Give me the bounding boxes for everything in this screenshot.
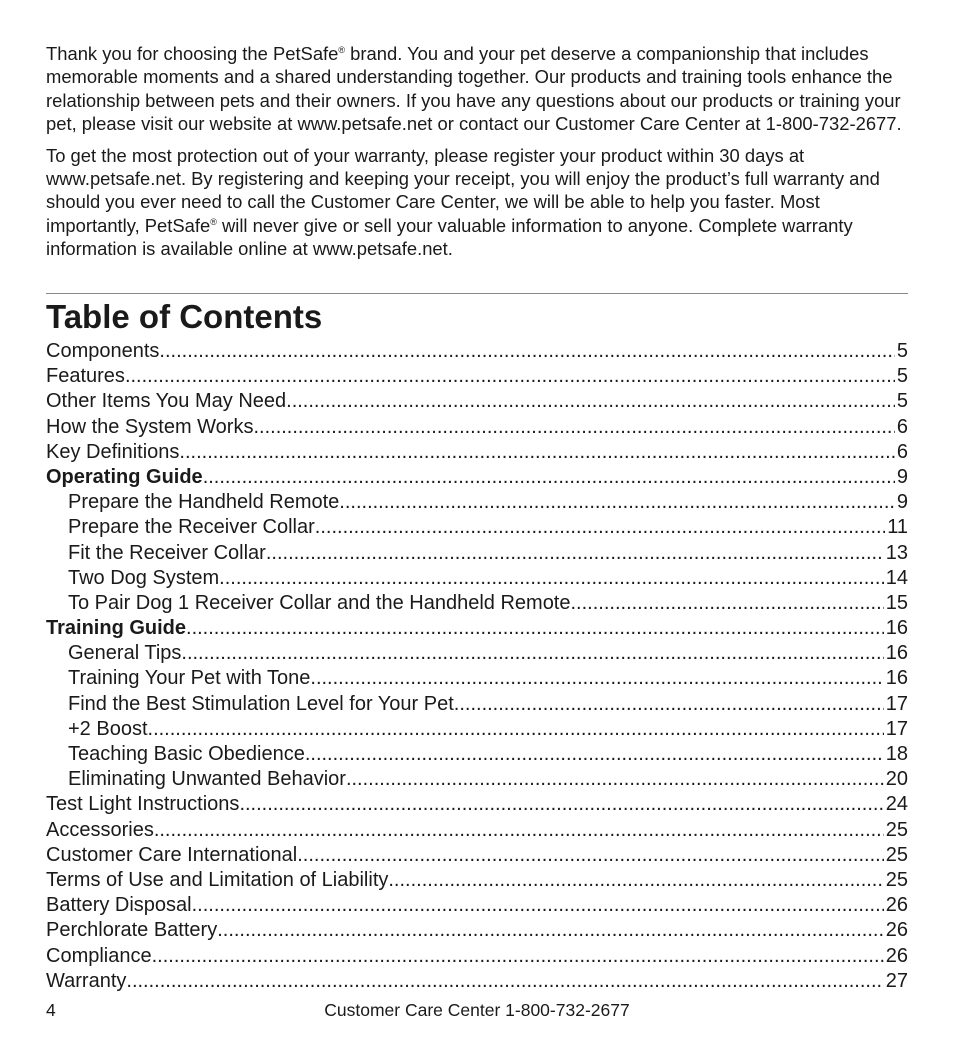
- toc-entry-page: 25: [885, 843, 908, 866]
- toc-subentry[interactable]: [46, 666, 908, 691]
- toc-leader-dots: [203, 465, 895, 490]
- toc-entry-label: Customer Care International: [46, 843, 298, 866]
- registered-mark: ®: [338, 45, 346, 55]
- toc-entry-page: 17: [885, 717, 908, 740]
- toc-title: Table of Contents: [46, 298, 323, 335]
- toc-subentry[interactable]: [46, 541, 908, 566]
- toc-entry-label: Components: [46, 340, 160, 362]
- toc-entry[interactable]: [46, 969, 908, 994]
- toc-entry-page: 6: [896, 440, 908, 463]
- toc-entry[interactable]: [46, 868, 908, 893]
- toc-entry-label: Compliance: [46, 944, 152, 967]
- intro-p2-text-b: will never give or sell your valuable information to anyone. Complete warranty information is available online at www.petsafe.net.: [46, 214, 853, 260]
- toc-subentry[interactable]: [46, 641, 908, 666]
- intro-paragraph-2: [46, 144, 914, 261]
- toc-leader-dots: [125, 364, 895, 389]
- toc-entry-label: Other Items You May Need: [46, 390, 287, 413]
- toc-entry-label: Perchlorate Battery: [46, 919, 218, 942]
- toc-entry-page: 16: [885, 642, 908, 665]
- toc-entry-page: 25: [885, 868, 908, 891]
- toc-subentry[interactable]: [46, 591, 908, 616]
- toc-entry-page: 15: [885, 591, 908, 614]
- toc-entry[interactable]: [46, 944, 908, 969]
- toc-entry[interactable]: [46, 918, 908, 943]
- toc-entry-page: 18: [885, 743, 908, 765]
- toc-subentry[interactable]: [46, 742, 908, 767]
- toc-entry-page: 11: [887, 516, 908, 539]
- toc-leader-dots: [266, 541, 884, 566]
- toc-leader-dots: [217, 918, 884, 943]
- toc-leader-dots: [186, 616, 884, 641]
- toc-entry-label: Accessories: [46, 818, 154, 841]
- toc-leader-dots: [339, 490, 895, 515]
- toc-entry-label: Prepare the Handheld Remote: [68, 491, 340, 514]
- toc-entry-page: 5: [896, 390, 908, 413]
- toc-entry-label: Teaching Basic Obedience: [68, 743, 305, 765]
- toc-leader-dots: [126, 969, 883, 994]
- toc-leader-dots: [310, 666, 883, 691]
- toc-subentry[interactable]: [46, 490, 908, 515]
- section-divider: [46, 293, 908, 294]
- toc-leader-dots: [253, 415, 894, 440]
- toc-entry-label: Fit the Receiver Collar: [68, 541, 266, 564]
- toc-entry-label: Features: [46, 365, 125, 388]
- registered-mark: ®: [210, 216, 217, 227]
- toc-entry-label: Prepare the Receiver Collar: [68, 516, 315, 539]
- toc-list: [46, 339, 908, 994]
- toc-entry-label: How the System Works: [46, 415, 254, 438]
- toc-leader-dots: [346, 767, 884, 792]
- toc-entry-page: 9: [896, 491, 908, 514]
- toc-entry-page: 17: [885, 692, 908, 715]
- toc-entry-page: 16: [885, 617, 908, 640]
- toc-entry-label: General Tips: [68, 642, 182, 665]
- toc-entry-label: Two Dog System: [68, 566, 220, 589]
- toc-entry[interactable]: [46, 792, 908, 817]
- toc-entry-label: Test Light Instructions: [46, 793, 240, 816]
- toc-leader-dots: [239, 792, 883, 817]
- toc-entry-page: 16: [885, 667, 908, 690]
- toc-entry-label: Training Your Pet with Tone: [68, 667, 311, 690]
- toc-entry-label: Operating Guide: [46, 465, 203, 488]
- toc-leader-dots: [454, 692, 884, 717]
- toc-leader-dots: [179, 440, 894, 465]
- toc-entry-label: Eliminating Unwanted Behavior: [68, 768, 346, 791]
- intro-p1-text-b: brand. You and your pet deserve a companionship that includes memorable moments and a shared understanding together. Our products and training tools enhance the relationship between pets and their owners. If you have any questions about our products or training your pet, please visit our website at www.petsafe.net or contact our Customer Care Center at 1-800-732-2677.: [46, 43, 902, 135]
- footer-customer-care: Customer Care Center 1-800-732-2677: [324, 1000, 630, 1020]
- footer-page-number: 4: [46, 1000, 56, 1020]
- toc-entry[interactable]: [46, 364, 908, 389]
- intro-paragraph-1: [46, 42, 914, 136]
- toc-subentry[interactable]: [46, 515, 908, 540]
- toc-entry-page: 25: [885, 818, 908, 841]
- toc-entry-label: Terms of Use and Limitation of Liability: [46, 868, 389, 891]
- toc-entry-label: Key Definitions: [46, 440, 180, 463]
- toc-entry-page: 20: [885, 768, 908, 791]
- toc-entry-page: 26: [885, 894, 908, 917]
- toc-entry-label: Battery Disposal: [46, 894, 192, 917]
- toc-leader-dots: [219, 566, 884, 591]
- toc-leader-dots: [181, 641, 883, 666]
- toc-entry-label: Training Guide: [46, 617, 187, 640]
- toc-entry-page: 14: [885, 566, 908, 589]
- toc-leader-dots: [152, 944, 884, 969]
- toc-subentry[interactable]: [46, 566, 908, 591]
- intro-text: [46, 42, 914, 269]
- toc-entry[interactable]: [46, 893, 908, 918]
- toc-entry-page: 6: [896, 415, 908, 438]
- toc-entry-label: +2 Boost: [68, 717, 148, 740]
- toc-entry-label: Find the Best Stimulation Level for Your Pet: [68, 692, 454, 715]
- toc-entry-page: 5: [896, 340, 908, 362]
- toc-leader-dots: [159, 339, 894, 364]
- toc-section-entry[interactable]: [46, 616, 908, 641]
- toc-entry[interactable]: [46, 818, 908, 843]
- toc-leader-dots: [571, 591, 884, 616]
- toc-entry-page: 27: [885, 969, 908, 992]
- toc-subentry[interactable]: [46, 692, 908, 717]
- toc-leader-dots: [388, 868, 883, 893]
- toc-entry[interactable]: [46, 843, 908, 868]
- toc-entry-label: To Pair Dog 1 Receiver Collar and the Handheld Remote: [68, 591, 571, 614]
- intro-p2-text-a: To get the most protection out of your warranty, please register your product within 30 days at www.petsafe.net. By registering and keeping your receipt, you will enjoy the product’s full warranty and should you ever need to call the Customer Care Center, we will be able to help you faster. Most importantly, PetSafe: [46, 144, 880, 236]
- toc-leader-dots: [154, 818, 884, 843]
- toc-leader-dots: [305, 742, 884, 767]
- toc-leader-dots: [315, 515, 885, 540]
- toc-entry-page: 5: [896, 365, 908, 388]
- toc-entry-page: 26: [885, 919, 908, 942]
- toc-entry-page: 13: [885, 541, 908, 564]
- toc-entry-label: Warranty: [46, 969, 127, 992]
- toc-entry-page: 26: [885, 944, 908, 967]
- toc-entry-page: 9: [896, 465, 908, 488]
- intro-p1-text-a: Thank you for choosing the PetSafe: [46, 43, 339, 64]
- toc-entry[interactable]: [46, 415, 908, 440]
- toc-entry[interactable]: [46, 389, 908, 414]
- toc-leader-dots: [192, 893, 884, 918]
- toc-section-entry[interactable]: [46, 465, 908, 490]
- toc-entry-page: 24: [885, 793, 908, 816]
- toc-subentry[interactable]: [46, 767, 908, 792]
- toc-leader-dots: [297, 843, 884, 868]
- toc-leader-dots: [148, 717, 884, 742]
- toc-entry[interactable]: [46, 339, 908, 364]
- toc-subentry[interactable]: [46, 717, 908, 742]
- toc-entry[interactable]: [46, 440, 908, 465]
- toc-leader-dots: [286, 389, 895, 414]
